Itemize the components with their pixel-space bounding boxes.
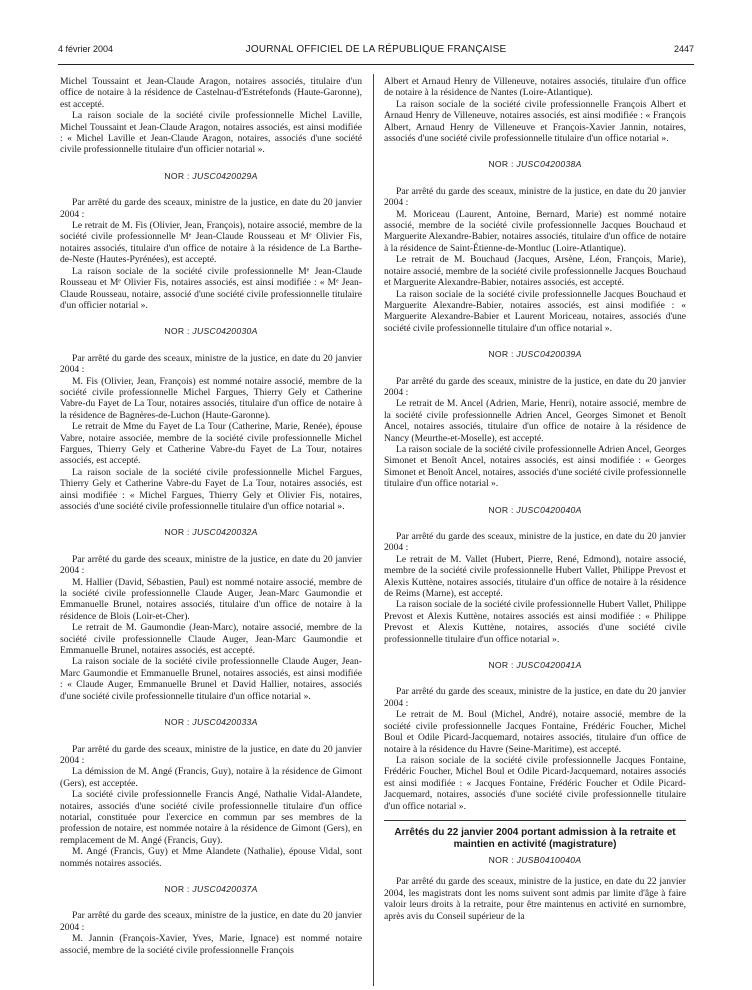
paragraph: Par arrêté du garde des sceaux, ministre de la justice, en date du 22 janvier 2004, les magistrats dont les noms suivent sont admis par limite d'âge à faire valoir leurs droits à la retraite, pour être maintenus en activité en surnombre, après avis du Conseil supérieur de la: [384, 876, 686, 922]
paragraph: La raison sociale de la société civile professionnelle Michel Laville, Michel Toussaint et Jean-Claude Aragon, notaires associés, est ainsi modifiée : « Michel Laville et Jean-Claude Aragon, notaires, associés d'une société civile professionnelle titulaire d'un officier notarial ».: [60, 110, 362, 156]
journal-title: JOURNAL OFFICIEL DE LA RÉPUBLIQUE FRANÇAISE: [245, 44, 507, 55]
nor-code: JUSC0420040A: [516, 504, 582, 515]
nor-code: JUSC0420039A: [516, 349, 582, 360]
nor-reference: [60, 326, 362, 337]
paragraph: Par arrêté du garde des sceaux, ministre de la justice, en date du 20 janvier 2004 :: [384, 375, 686, 398]
nor-label: NOR :: [164, 527, 190, 538]
section-heading: Arrêtés du 22 janvier 2004 portant admission à la retraite et maintien en activité (magistrature): [394, 826, 676, 850]
column-divider: [373, 74, 374, 986]
nor-code: JUSC0420037A: [192, 883, 258, 894]
paragraph: La société civile professionnelle Francis Angé, Nathalie Vidal-Alandete, notaires, associés d'une société civile professionnelle titulaire d'un office notarial, constituée pour l'exercice en commun par ses membres de la profession de notaire, est nommée notaire à la résidence de Gimont (Gers), en remplacement de M. Angé (Francis, Guy).: [60, 789, 362, 846]
nor-reference: [60, 527, 362, 538]
page-number: 2447: [673, 44, 694, 54]
paragraph: Par arrêté du garde des sceaux, ministre de la justice, en date du 20 janvier 2004 :: [384, 686, 686, 709]
paragraph: La raison sociale de la société civile professionnelle François Albert et Arnaud Henry de Villeneuve, notaires associés, est ainsi modifiée : « François Albert, Arnaud Henry de Villeneuve et François-Xavier Jannin, notaires, associés d'une société civile professionnelle titulaire d'un office notarial ».: [384, 98, 686, 145]
paragraph: La démission de M. Angé (Francis, Guy), notaire à la résidence de Gimont (Gers), est acceptée.: [60, 766, 362, 789]
paragraph: M. Fis (Olivier, Jean, François) est nommé notaire associé, membre de la société civile professionnelle Michel Fargues, Thierry Gely et Catherine Vabre-du Fayet de La Tour, notaires associés, titulaire d'un office de notaire à la résidence de Bagnères-de-Luchon (Haute-Garonne).: [60, 375, 362, 421]
paragraph: M. Hallier (David, Sébastien, Paul) est nommé notaire associé, membre de la société civile professionnelle Claude Auger, Jean-Marc Gaumondie et Emmanuelle Brunel, notaires associés, titulaire d'un office de notaire à la résidence de Blois (Loir-et-Cher).: [60, 576, 362, 622]
paragraph: La raison sociale de la société civile professionnelle Michel Fargues, Thierry Gely et Catherine Vabre-du Fayet de La Tour, notaires associés, est ainsi modifiée : « Michel Fargues, Thierry Gely et Olivier Fis, notaires, associés d'une société civile professionnelle titulaire d'un office notarial ».: [60, 466, 362, 512]
section-rule: [384, 820, 686, 821]
nor-code: JUSC0420038A: [516, 159, 582, 170]
nor-code: JUSC0420032A: [192, 527, 258, 538]
nor-reference: [384, 855, 686, 866]
paragraph: Le retrait de Mme du Fayet de La Tour (Catherine, Marie, Renée), épouse Vabre, notaire associée, membre de la société civile professionnelle Michel Fargues, Thierry Gely et Catherine Vabre-du Fayet de La Tour, notaires associés, est accepté.: [60, 421, 362, 467]
nor-label: NOR :: [164, 326, 190, 337]
nor-reference: [60, 717, 362, 728]
paragraph: Par arrêté du garde des sceaux, ministre de la justice, en date du 20 janvier 2004 :: [60, 197, 362, 220]
nor-label: NOR :: [164, 717, 190, 728]
paragraph: La raison sociale de la société civile professionnelle Jacques Fontaine, Frédéric Foucher, Michel Boul et Odile Picard-Jacquemard, notaires associés est ainsi modifiée : « Jacques Fontaine, Frédéric Foucher et Odile Picard-Jacquemard, notaires, associés d'une société civile professionnelle titulaire d'un office notarial ».: [384, 754, 686, 812]
nor-reference: [384, 660, 686, 671]
nor-reference: [60, 884, 362, 895]
paragraph: Par arrêté du garde des sceaux, ministre de la justice, en date du 20 janvier 2004 :: [60, 553, 362, 577]
header-date: 4 février 2004: [58, 44, 114, 54]
paragraph: La raison sociale de la société civile professionnelle Hubert Vallet, Philippe Prevost et Alexis Kuttène, notaires associés est ainsi modifiée : « Philippe Prevost et Alexis Kuttène, notaires, associés d'une société civile professionnelle titulaire d'un office notarial ».: [384, 599, 686, 645]
nor-reference: [384, 159, 686, 170]
paragraph: M. Angé (Francis, Guy) et Mme Alandete (Nathalie), épouse Vidal, sont nommés notaires associés.: [60, 846, 362, 869]
paragraph: Le retrait de M. Vallet (Hubert, Pierre, René, Edmond), notaire associé, membre de la société civile professionnelle Hubert Vallet, Philippe Prevost et Alexis Kuttène, notaires associés, titulaire d'un office de notaire à la résidence de Reims (Marne), est accepté.: [384, 553, 686, 600]
paragraph: Le retrait de M. Boul (Michel, André), notaire associé, membre de la société civile professionnelle Jacques Fontaine, Frédéric Foucher, Michel Boul et Odile Picard-Jacquemard, notaires associés, titulaire d'un office de notaire à la résidence du Havre (Seine-Maritime), est accepté.: [384, 709, 686, 755]
nor-label: NOR :: [488, 854, 514, 865]
nor-reference: [384, 505, 686, 516]
paragraph: La raison sociale de la société civile professionnelle Claude Auger, Jean-Marc Gaumondie et Emmanuelle Brunel, notaires associés, est ainsi modifiée : « Claude Auger, Emmanuelle Brunel et David Hallier, notaires, associés d'une société civile professionnelle titulaire d'un office notarial ».: [60, 656, 362, 702]
paragraph: Par arrêté du garde des sceaux, ministre de la justice, en date du 20 janvier 2004 :: [384, 185, 686, 209]
paragraph: Le retrait de M. Gaumondie (Jean-Marc), notaire associé, membre de la société civile professionnelle Claude Auger, Jean-Marc Gaumondie et Emmanuelle Brunel, notaires associés, est accepté.: [60, 622, 362, 657]
nor-code: JUSC0420033A: [192, 717, 258, 728]
nor-label: NOR :: [164, 170, 190, 181]
nor-code: JUSC0420041A: [516, 660, 582, 671]
paragraph: Par arrêté du garde des sceaux, ministre de la justice, en date du 20 janvier 2004 :: [60, 910, 362, 933]
nor-code: JUSB0410040A: [516, 854, 582, 865]
paragraph: M. Jannin (François-Xavier, Yves, Marie, Ignace) est nommé notaire associé, membre de la société civile professionnelle François: [60, 933, 362, 956]
paragraph: La raison sociale de la société civile professionnelle Jacques Bouchaud et Marguerite Alexandre-Babier, notaires associés, est ainsi modifiée : « Marguerite Alexandre-Babier et Laurent Moriceau, notaires, associés d'une société civile professionnelle titulaire d'un office notarial ».: [384, 288, 686, 334]
paragraph: Le retrait de M. Fis (Olivier, Jean, François), notaire associé, membre de la société civile professionnelle Mᵉ Jean-Claude Rousseau et Mᵉ Olivier Fis, notaires associés, titulaire d'un office de notaire à la résidence de La Barthe-de-Neste (Hautes-Pyrénées), est accepté.: [60, 220, 362, 266]
paragraph: Par arrêté du garde des sceaux, ministre de la justice, en date du 20 janvier 2004 :: [60, 352, 362, 376]
page-header: [58, 44, 694, 62]
header-rule: [58, 64, 694, 65]
paragraph: M. Moriceau (Laurent, Antoine, Bernard, Marie) est nommé notaire associé, membre de la société civile professionnelle Jacques Bouchaud et Marguerite Alexandre-Babier, notaires associés, titulaire d'un office de notaire à la résidence de Saint-Étienne-de-Montluc (Loire-Atlantique).: [384, 208, 686, 254]
nor-label: NOR :: [488, 349, 514, 360]
paragraph: Par arrêté du garde des sceaux, ministre de la justice, en date du 20 janvier 2004 :: [384, 531, 686, 554]
paragraph: Michel Toussaint et Jean-Claude Aragon, notaires associés, titulaire d'un office de notaire à la résidence de Castelnau-d'Estrétefonds (Haute-Garonne), est accepté.: [60, 76, 362, 110]
left-column: [60, 76, 362, 956]
paragraph: Le retrait de M. Ancel (Adrien, Marie, Henri), notaire associé, membre de la société civile professionnelle Adrien Ancel, Georges Simonet et Benoît Ancel, notaires associés, titulaire d'un office de notaire à la résidence de Nancy (Meurthe-et-Moselle), est accepté.: [384, 398, 686, 444]
nor-reference: [60, 171, 362, 182]
paragraph: La raison sociale de la société civile professionnelle Adrien Ancel, Georges Simonet et Benoît Ancel, notaires associés, est ainsi modifiée : « Georges Simonet et Benoît Ancel, notaires, associés d'une société civile professionnelle titulaire d'un office notarial ».: [384, 443, 686, 490]
nor-label: NOR :: [488, 159, 514, 170]
paragraph: Le retrait de M. Bouchaud (Jacques, Arsène, Léon, François, Marie), notaire associé, membre de la société civile professionnelle Jacques Bouchaud et Marguerite Alexandre-Babier, notaires associés, est accepté.: [384, 254, 686, 289]
nor-label: NOR :: [164, 883, 190, 894]
paragraph: Par arrêté du garde des sceaux, ministre de la justice, en date du 20 janvier 2004 :: [60, 743, 362, 766]
right-column: [384, 76, 686, 922]
nor-label: NOR :: [488, 504, 514, 515]
paragraph: La raison sociale de la société civile professionnelle Mᵉ Jean-Claude Rousseau et Mᵉ Olivier Fis, notaires associés, est ainsi modifiée : « Mᵉ Jean-Claude Rousseau, notaire, associé d'une société civile professionnelle titulaire d'un officier notarial ».: [60, 265, 362, 311]
nor-label: NOR :: [488, 660, 514, 671]
nor-code: JUSC0420030A: [192, 326, 258, 337]
nor-reference: [384, 349, 686, 360]
paragraph: Albert et Arnaud Henry de Villeneuve, notaires associés, titulaire d'un office de notaire à la résidence de Nantes (Loire-Atlantique).: [384, 76, 686, 99]
nor-code: JUSC0420029A: [192, 170, 258, 181]
